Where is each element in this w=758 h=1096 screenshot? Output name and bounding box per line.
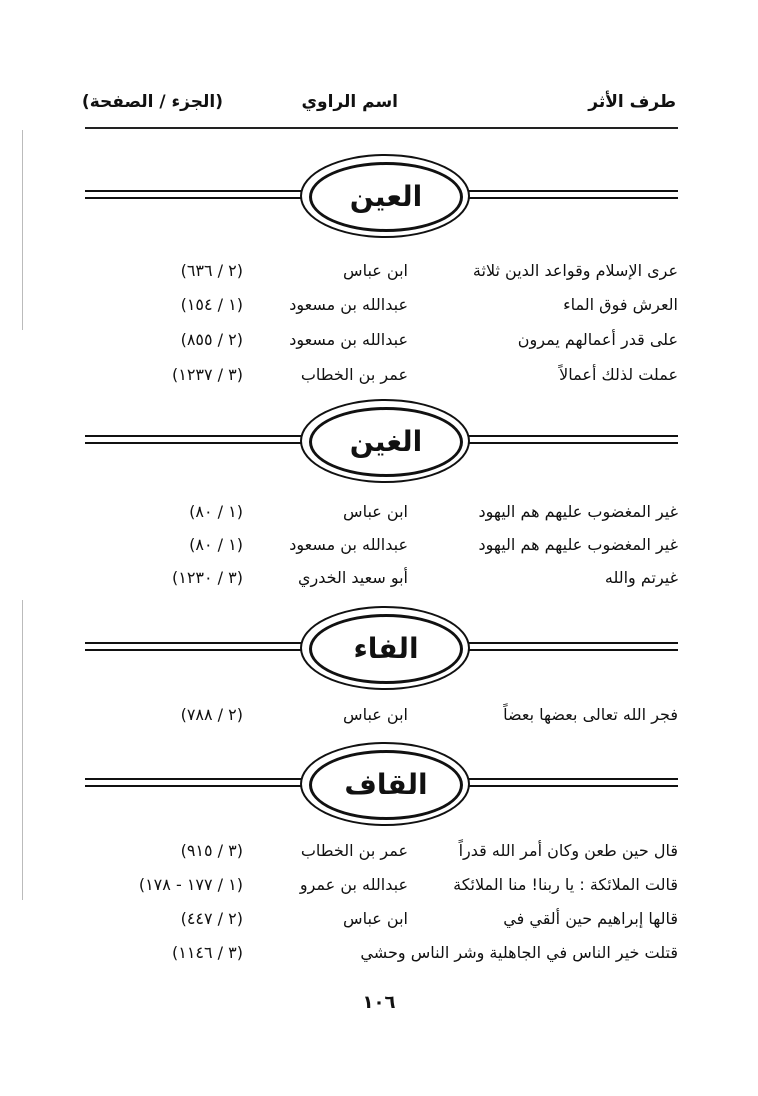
- entry-row: [0, 256, 758, 286]
- entry-reference: (٢ / ٧٨٨): [180, 705, 243, 724]
- entry-phrase: قالت الملائكة : يا ربنا! منا الملائكة: [453, 875, 678, 894]
- entry-narrator: عمر بن الخطاب: [300, 365, 408, 384]
- entry-narrator: ابن عباس: [343, 261, 408, 280]
- entry-narrator: عبدالله بن عمرو: [299, 875, 408, 894]
- entry-phrase: العرش فوق الماء: [563, 295, 678, 314]
- entry-reference: (١ / ١٥٤): [180, 295, 243, 314]
- entry-reference: (٣ / ١٢٣٧): [171, 365, 243, 384]
- entry-reference: (٣ / ٩١٥): [180, 841, 243, 860]
- section-heading: [0, 602, 758, 698]
- column-header: [0, 92, 758, 122]
- entry-phrase: قتلت خير الناس في الجاهلية وشر الناس وحشي: [360, 943, 678, 962]
- entry-phrase: قالها إبراهيم حين ألقي في: [503, 909, 678, 928]
- entry-narrator: عبدالله بن مسعود: [289, 295, 408, 314]
- entry-phrase: عرى الإسلام وقواعد الدين ثلاثة: [472, 261, 678, 280]
- entry-reference: (٢ / ٨٥٥): [180, 330, 243, 349]
- entry-phrase: غير المغضوب عليهم هم اليهود: [478, 535, 678, 554]
- entry-narrator: أبو سعيد الخدري: [298, 568, 408, 587]
- entry-row: [0, 530, 758, 560]
- entry-reference: (١ / ٨٠): [189, 502, 243, 521]
- entry-phrase: فجر الله تعالى بعضها بعضاً: [503, 705, 678, 724]
- entry-narrator: ابن عباس: [343, 705, 408, 724]
- entry-row: [0, 870, 758, 900]
- entry-reference: (٣ / ١١٤٦): [171, 943, 243, 962]
- header-reference-label: (الجزء / الصفحة): [81, 92, 223, 112]
- entry-narrator: عبدالله بن مسعود: [289, 535, 408, 554]
- entry-row: [0, 360, 758, 390]
- section-letter-title: العين: [349, 180, 423, 213]
- entry-reference: (١ / ١٧٧ - ١٧٨): [138, 875, 243, 894]
- entry-row: [0, 700, 758, 730]
- section-heading: [0, 150, 758, 246]
- header-rule: [85, 127, 678, 129]
- entry-narrator: عبدالله بن مسعود: [289, 330, 408, 349]
- header-phrase-label: طرف الأثر: [588, 92, 676, 112]
- entry-reference: (٢ / ٦٣٦): [180, 261, 243, 280]
- header-narrator-label: اسم الراوي: [301, 92, 398, 112]
- section-letter-title: الفاء: [353, 632, 419, 665]
- page-number: ١٠٦: [362, 992, 396, 1013]
- section-letter-title: الغين: [349, 425, 423, 458]
- entry-phrase: غير المغضوب عليهم هم اليهود: [478, 502, 678, 521]
- entry-row: [0, 325, 758, 355]
- section-heading: [0, 395, 758, 491]
- entry-reference: (٣ / ١٢٣٠): [171, 568, 243, 587]
- entry-reference: (٢ / ٤٤٧): [180, 909, 243, 928]
- entry-row: [0, 904, 758, 934]
- entry-phrase: على قدر أعمالهم يمرون: [517, 330, 678, 349]
- entry-narrator: ابن عباس: [343, 909, 408, 928]
- entry-row: [0, 938, 758, 968]
- entry-phrase: عملت لذلك أعمالاً: [559, 365, 678, 384]
- entry-phrase: غيرتم والله: [604, 568, 678, 587]
- entry-narrator: ابن عباس: [343, 502, 408, 521]
- entry-reference: (١ / ٨٠): [189, 535, 243, 554]
- entry-row: [0, 497, 758, 527]
- entry-row: [0, 836, 758, 866]
- section-heading: [0, 738, 758, 834]
- entry-row: [0, 563, 758, 593]
- entry-row: [0, 290, 758, 320]
- entry-narrator: عمر بن الخطاب: [300, 841, 408, 860]
- section-letter-title: القاف: [344, 768, 428, 801]
- entry-phrase: قال حين طعن وكان أمر الله قدراً: [458, 841, 678, 860]
